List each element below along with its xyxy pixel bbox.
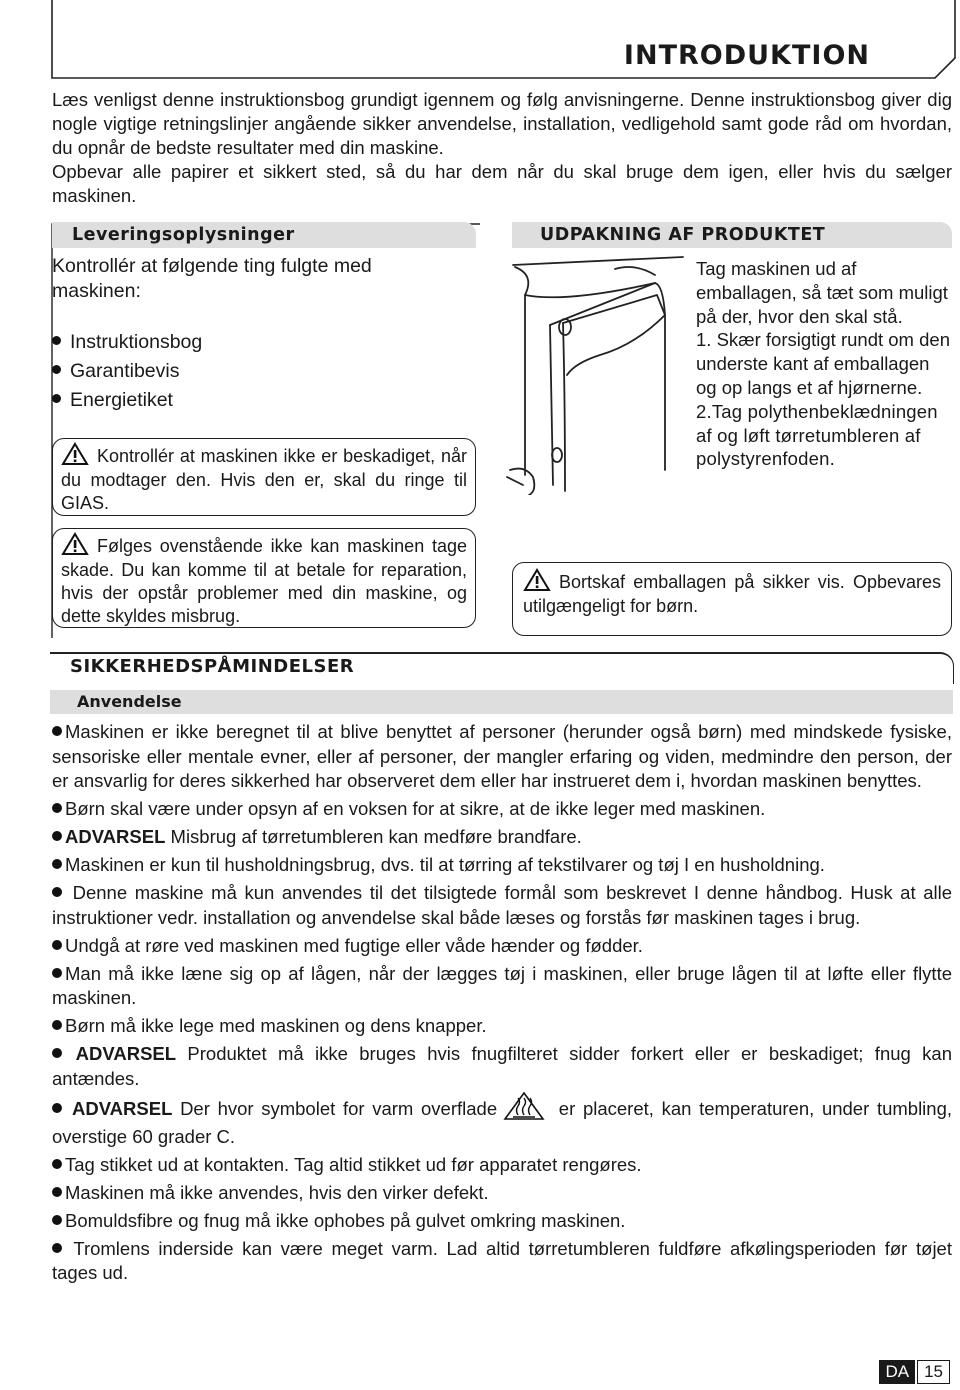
bullet-icon — [52, 831, 62, 841]
bullet-icon — [52, 394, 61, 403]
list-item: Denne maskine må kun anvendes til det tilsigtede formål som beskrevet I denne håndbog. Husk at alle instruktioner vedr. installation og anvendelse skal både læses og forstås før maskinen tages i brug. — [52, 882, 952, 928]
warning-box-damage — [52, 438, 476, 516]
unpacking-step-intro: Tag maskinen ud af emballagen, så tæt som muligt på der, hvor den skal stå. — [696, 258, 948, 327]
bullet-icon — [52, 1048, 62, 1058]
bullet-icon — [52, 1243, 62, 1253]
usage-subtitle: Anvendelse — [77, 692, 182, 711]
unpacking-title: UDPAKNING AF PRODUKTET — [540, 225, 826, 245]
list-item: Tromlens inderside kan være meget varm. Lad altid tørretumbleren fuldføre afkølingsperioden før tøjet tages ud. — [52, 1237, 952, 1283]
list-item: Garantibevis — [52, 357, 452, 386]
bullet-icon — [52, 1187, 62, 1197]
list-item: Tag stikket ud at kontakten. Tag altid stikket ud før apparatet rengøres. — [52, 1153, 952, 1178]
unpacking-instructions — [696, 257, 952, 471]
page-title: INTRODUKTION — [623, 40, 870, 71]
bullet-icon — [52, 1103, 62, 1113]
list-item: ADVARSEL Misbrug af tørretumbleren kan medføre brandfare. — [52, 825, 952, 850]
bullet-icon — [52, 968, 62, 978]
warning-box-misuse — [52, 528, 476, 628]
intro-text — [52, 88, 952, 208]
warning-text: Bortskaf emballagen på sikker vis. Opbevares utilgængeligt for børn. — [523, 572, 941, 617]
page-footer — [879, 1360, 950, 1384]
delivery-title: Leveringsoplysninger — [72, 225, 295, 245]
unpacking-header-bar — [512, 222, 952, 248]
intro-paragraph-1: Læs venligst denne instruktionsbog grundigt igennem og følg anvisningerne. Denne instruktionsbog giver dig nogle vigtige retningslinjer angående sikker anvendelse, installation, vedligehold samt gode råd om hvordan, du opnår de bedste resultater med din maskine. — [52, 89, 952, 158]
delivery-header-bar — [52, 222, 476, 248]
bullet-icon — [52, 859, 62, 869]
delivery-intro: Kontrollér at følgende ting fulgte med maskinen: — [52, 255, 372, 302]
safety-list — [52, 720, 952, 1289]
warning-triangle-icon — [61, 532, 89, 556]
bullet-icon — [52, 726, 62, 736]
bullet-icon — [52, 803, 62, 813]
warning-text: Følges ovenstående ikke kan maskinen tage skade. Du kan komme til at betale for reparation, hvis der opstår problemer med din maskine, og dette skyldes misbrug. — [61, 536, 467, 627]
list-item: Maskinen er ikke beregnet til at blive benyttet af personer (herunder også børn) med mindskede fysiske, sensoriske eller mentale evner, eller af personer, der mangler erfaring og viden, medmindre den person, der er ansvarlig for deres sikkerhed har observeret dem eller har instrueret dem i, hvordan maskinen benyttes. — [52, 721, 952, 791]
bullet-icon — [52, 365, 61, 374]
warning-triangle-icon — [523, 568, 551, 592]
delivery-items-list — [52, 328, 452, 415]
intro-paragraph-2: Opbevar alle papirer et sikkert sted, så du har dem når du skal bruge dem igen, eller hvis du sælger maskinen. — [52, 161, 952, 206]
bullet-icon — [52, 1020, 62, 1030]
unpacking-illustration — [505, 255, 690, 495]
unpacking-step-1: 1. Skær forsigtigt rundt om den underste kant af emballagen og op langs et af hjørnerne. — [696, 329, 950, 398]
list-item: ADVARSEL Produktet må ikke bruges hvis fnugfilteret sidder forkert eller er beskadiget; fnug kan antændes. — [52, 1043, 952, 1089]
warning-box-packaging — [512, 562, 952, 636]
list-item: Maskinen er kun til husholdningsbrug, dvs. til at tørring af tekstilvarer og tøj I en husholdning. — [52, 853, 952, 878]
safety-title: SIKKERHEDSPÅMINDELSER — [70, 656, 355, 677]
warning-triangle-icon — [61, 442, 89, 466]
list-item: Børn skal være under opsyn af en voksen for at sikre, at de ikke leger med maskinen. — [52, 797, 952, 822]
list-item: Undgå at røre ved maskinen med fugtige eller våde hænder og fødder. — [52, 934, 952, 959]
list-item: Bomuldsfibre og fnug må ikke ophobes på gulvet omkring maskinen. — [52, 1209, 952, 1234]
list-item: Man må ikke læne sig op af lågen, når der lægges tøj i maskinen, eller bruge lågen til at løfte eller flytte maskinen. — [52, 962, 952, 1008]
page-number: 15 — [917, 1360, 950, 1384]
list-item: Maskinen må ikke anvendes, hvis den virker defekt. — [52, 1181, 952, 1206]
bullet-icon — [52, 940, 62, 950]
bullet-icon — [52, 1215, 62, 1225]
warning-text: Kontrollér at maskinen ikke er beskadiget, når du modtager den. Hvis den er, skal du ringe til GIAS. — [61, 446, 467, 514]
bullet-icon — [52, 336, 61, 345]
usage-header-bar — [50, 690, 953, 714]
list-item: Energietiket — [52, 386, 452, 415]
bullet-icon — [52, 887, 62, 897]
hot-surface-icon — [503, 1091, 545, 1121]
safety-header-frame — [50, 652, 954, 684]
list-item: Instruktionsbog — [52, 328, 452, 357]
language-badge: DA — [879, 1360, 915, 1384]
bullet-icon — [52, 1159, 62, 1169]
unpacking-step-2: 2.Tag polythenbeklædningen af og løft tørretumbleren af polystyrenfoden. — [696, 400, 938, 470]
list-item: Børn må ikke lege med maskinen og dens knapper. — [52, 1014, 952, 1039]
list-item: ADVARSEL Der hvor symbolet for varm overflade er placeret, kan temperaturen, under tumbling, overstige 60 grader C. — [52, 1095, 952, 1150]
